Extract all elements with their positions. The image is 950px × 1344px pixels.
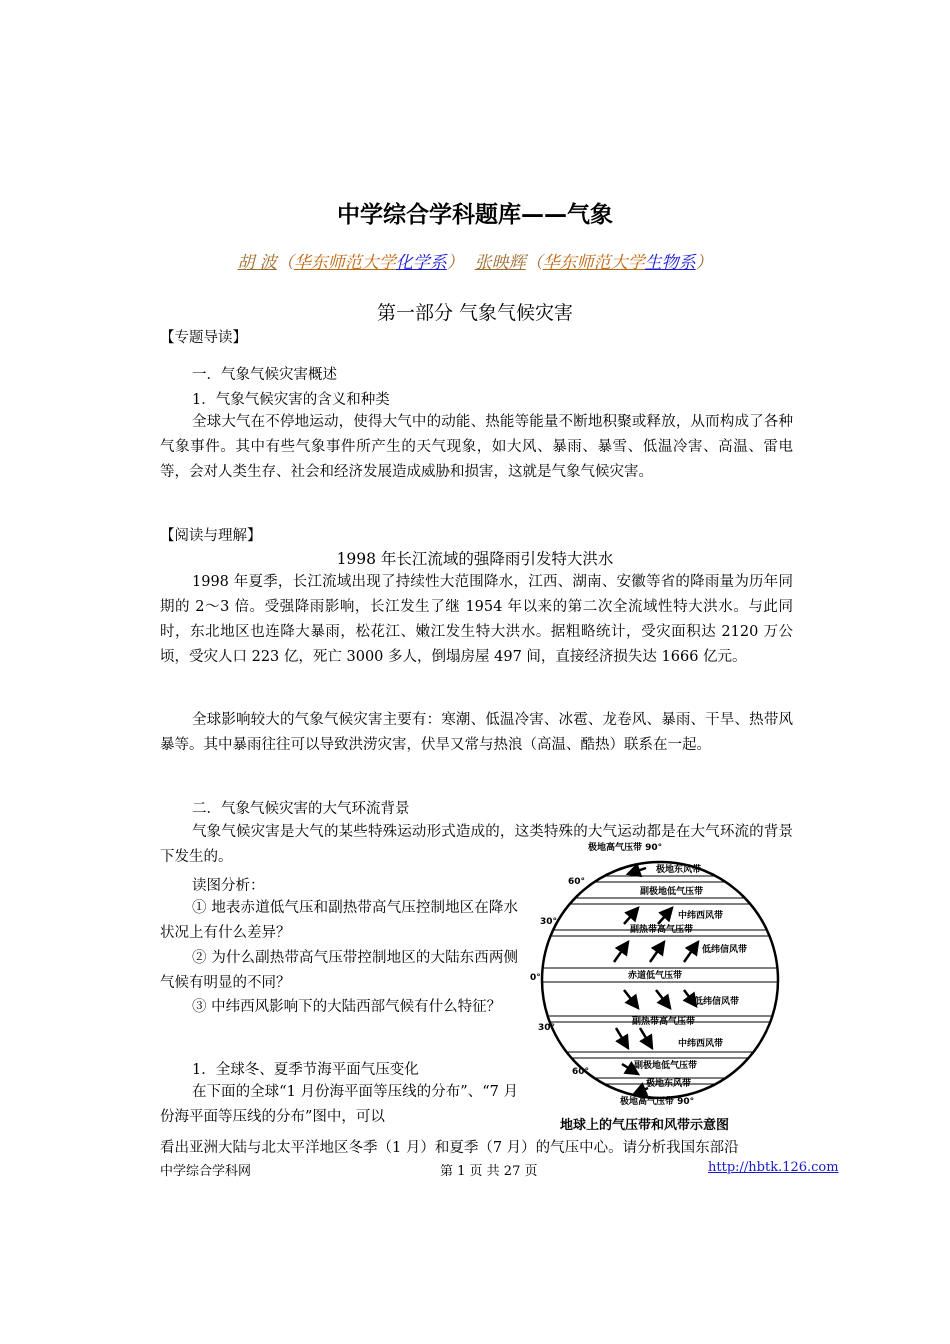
band-label: 副极地低气压带	[634, 1061, 698, 1071]
paragraph-4: 气象气候灾害是大气的某些特殊运动形式造成的，这类特殊的大气运动都是在大气环流的背景下发生的。	[160, 824, 793, 865]
band-label: 副极地低气压带	[640, 887, 704, 897]
question-1: ① 地表赤道低气压和副热带高气压控制地区在降水状况上有什么差异？	[160, 900, 518, 941]
part-heading: 第一部分 气象气候灾害	[376, 302, 574, 324]
section-1-subheading: 1．气象气候灾害的含义和种类	[192, 392, 390, 408]
footer-site-link[interactable]: http://hbtk.126.com	[708, 1160, 839, 1175]
paragraph-3: 全球影响较大的气象气候灾害主要有：寒潮、低温冷害、冰雹、龙卷风、暴雨、干旱、热带风暴等。其中暴雨往往可以导致洪涝灾害，伏旱又常与热浪（高温、酷热）联系在一起。	[160, 712, 793, 753]
paragraph-2: 1998 年夏季，长江流域出现了持续性大范围降水，江西、湖南、安徽等省的降雨量为历年同期的 2～3 倍。受强降雨影响，长江发生了继 1954 年以来的第二次全流域性特大洪水。与此同时，东北地区也连降大暴雨，松花江、嫩江发生特大洪水。据粗略统计，受灾面积达 2120 万公顷，受灾人口 223 亿，死亡 3000 多人，倒塌房屋 497 间，直接经济损失达 1666 亿元。	[160, 574, 793, 665]
latitude-label: 60°	[568, 877, 586, 887]
university-link-1[interactable]: 华东师范大学	[293, 253, 396, 273]
page-title: 中学综合学科题库——气象	[337, 202, 613, 228]
latitude-label: 30°	[540, 917, 558, 927]
band-label: 赤道低气压带	[628, 971, 683, 981]
author-line	[0, 248, 950, 273]
section-reading-label: 【阅读与理解】	[160, 528, 262, 544]
band-label: 中纬西风带	[678, 1039, 724, 1049]
department-link-1[interactable]: 化学系	[395, 253, 447, 273]
section-2-heading: 二．气象气候灾害的大气环流背景	[192, 801, 410, 817]
paren-open: （	[525, 253, 543, 273]
question-3: ③ 中纬西风影响下的大陆西部气候有什么特征？	[192, 999, 502, 1015]
figure-prompt: 读图分析：	[192, 878, 265, 894]
footer-page-number: 第 1 页 共 27 页	[440, 1164, 538, 1179]
band-label: 极地东风带	[656, 865, 702, 875]
university-link-2[interactable]: 华东师范大学	[542, 253, 645, 273]
paragraph-1: 全球大气在不停地运动，使得大气中的动能、热能等能量不断地积聚或释放，从而构成了各种气象事件。其中有些气象事件所产生的天气现象，如大风、暴雨、暴雪、低温冷害、高温、雷电等，会对人类生存、社会和经济发展造成威胁和损害，这就是气象气候灾害。	[160, 414, 793, 480]
band-label: 副热带高气压带	[630, 925, 694, 935]
pressure-wind-belt-figure	[528, 838, 798, 1136]
department-link-2[interactable]: 生物系	[644, 253, 696, 273]
paren-close: ）	[446, 253, 464, 273]
band-label: 中纬西风带	[678, 911, 724, 921]
paragraph-5a: 在下面的全球“1 月份海平面等压线的分布”、“7 月份海平面等压线的分布”图中，可以	[160, 1084, 518, 1125]
band-label: 副热带高气压带	[632, 1017, 696, 1027]
band-label: 极地高气压带 90°	[588, 843, 663, 853]
paren-open: （	[276, 253, 294, 273]
band-label: 低纬信风带	[702, 945, 748, 955]
band-label: 极地高气压带 90°	[620, 1097, 695, 1107]
section-2-subheading: 1．全球冬、夏季节海平面气压变化	[192, 1062, 419, 1078]
author-link-2[interactable]: 张映辉	[474, 253, 526, 273]
section-1-heading: 一．气象气候灾害概述	[192, 367, 337, 383]
band-label: 低纬信风带	[694, 997, 740, 1007]
paren-close: ）	[695, 253, 713, 273]
latitude-label: 60°	[572, 1067, 590, 1077]
section-guide-label: 【专题导读】	[160, 330, 247, 346]
figure-caption: 地球上的气压带和风带示意图	[560, 1118, 730, 1133]
band-label: 极地东风带	[646, 1079, 692, 1089]
latitude-label: 30°	[538, 1023, 556, 1033]
footer-site-name: 中学综合学科网	[160, 1164, 252, 1179]
reading-title: 1998 年长江流域的强降雨引发特大洪水	[336, 550, 614, 568]
author-link-1[interactable]: 胡 波	[237, 253, 277, 273]
latitude-label: 0°	[530, 973, 541, 983]
question-2: ② 为什么副热带高气压带控制地区的大陆东西两侧气候有明显的不同？	[160, 950, 518, 991]
paragraph-5b: 看出亚洲大陆与北太平洋地区冬季（1 月）和夏季（7 月）的气压中心。请分析我国东部沿	[160, 1140, 739, 1156]
